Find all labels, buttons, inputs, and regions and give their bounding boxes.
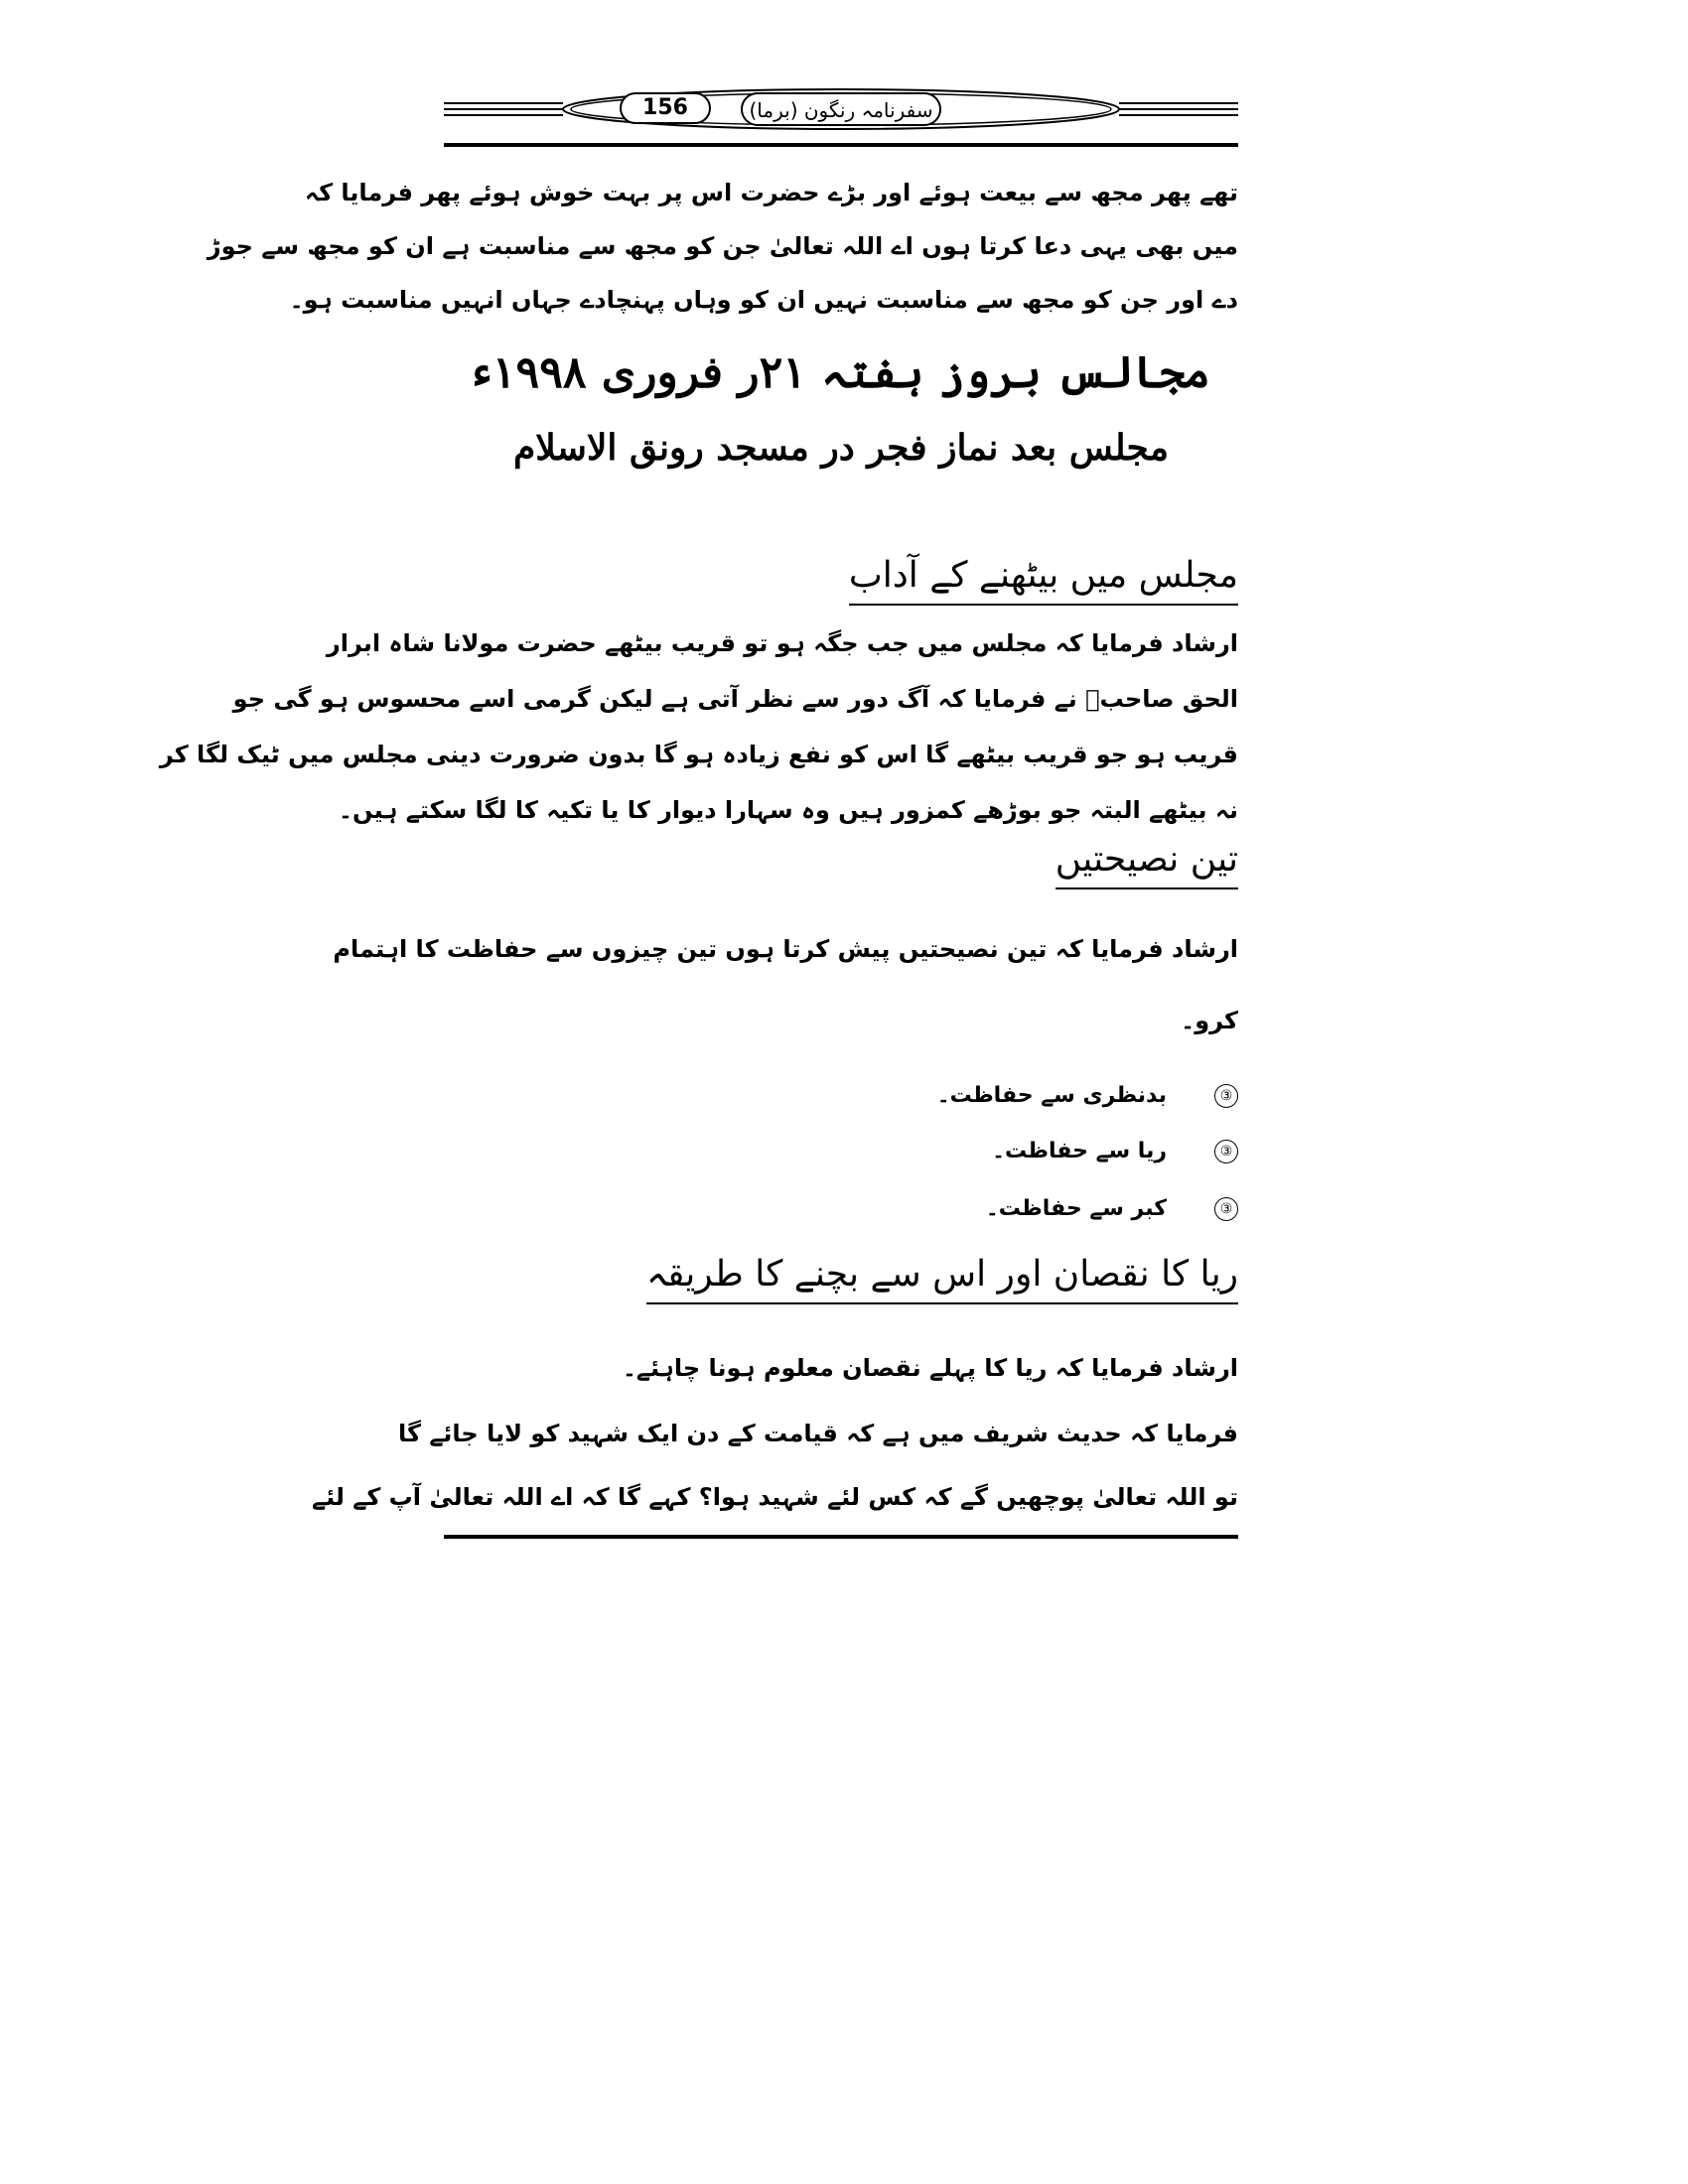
list-item: [444, 1132, 1238, 1171]
list-item: [444, 1076, 1238, 1116]
paragraph-line: قریب ہو جو قریب بیٹھے گا اس کو نفع زیادہ ہو گا بدون ضرورت دینی مجلس میں ٹیک لگا کر: [159, 741, 1238, 768]
intro-line: دے اور جن کو مجھ سے مناسبت نہیں ان کو وہاں پہنچادے جہاں انہیں مناسبت ہو۔: [289, 286, 1238, 314]
list-item-text: ریا سے حفاظت۔: [992, 1139, 1167, 1163]
intro-line: میں بھی یہی دعا کرتا ہوں اے اللہ تعالیٰ جن کو مجھ سے مناسبت ہے ان کو مجھ سے جوڑ: [207, 232, 1238, 260]
page-number: 156: [642, 95, 688, 120]
list-marker: ③: [1214, 1140, 1238, 1163]
paragraph-line: تو اللہ تعالیٰ پوچھیں گے کہ کس لئے شہید ہوا؟ کہے گا کہ اے اللہ تعالیٰ آپ کے لئے: [312, 1483, 1238, 1511]
footer-rule: [444, 1535, 1238, 1539]
intro-line: تھے پھر مجھ سے بیعت ہوئے اور بڑے حضرت اس پر بہت خوش ہوئے پھر فرمایا کہ: [305, 179, 1238, 206]
paragraph-line: فرمایا کہ حدیث شریف میں ہے کہ قیامت کے دن ایک شہید کو لایا جائے گا: [398, 1420, 1238, 1447]
paragraph-line: کرو۔: [1181, 1007, 1238, 1034]
section-heading-advice: تین نصیحتیں: [1055, 834, 1238, 889]
paragraph-line: ارشاد فرمایا کہ مجلس میں جب جگہ ہو تو قریب بیٹھے حضرت مولانا شاہ ابرار: [326, 629, 1238, 657]
header-rule: [444, 143, 1238, 147]
list-item: [444, 1189, 1238, 1229]
list-item-text: بدنظری سے حفاظت۔: [936, 1083, 1167, 1108]
page-header: [444, 87, 1238, 147]
paragraph-line: ارشاد فرمایا کہ ریا کا پہلے نقصان معلوم ہونا چاہئے۔: [622, 1354, 1238, 1382]
section-heading-riya: ریا کا نقصان اور اس سے بچنے کا طریقہ: [646, 1249, 1238, 1304]
list-marker: ③: [1214, 1197, 1238, 1221]
running-title: سفرنامہ رنگون (برما): [749, 98, 933, 122]
list-marker: ③: [1214, 1084, 1238, 1108]
paragraph-line: الحق صاحبؒ نے فرمایا کہ آگ دور سے نظر آتی ہے لیکن گرمی اسے محسوس ہو گی جو: [232, 685, 1238, 713]
majlis-title: مجالس بروز ہفتہ ۲۱ر فروری ۱۹۹۸ء: [472, 347, 1210, 398]
majlis-subtitle: مجلس بعد نماز فجر در مسجد رونق الاسلام: [512, 427, 1170, 469]
list-item-text: کبر سے حفاظت۔: [985, 1196, 1167, 1221]
paragraph-line: ارشاد فرمایا کہ تین نصیحتیں پیش کرتا ہوں تین چیزوں سے حفاظت کا اہتمام: [333, 935, 1238, 963]
book-page: [159, 87, 1238, 1537]
section-heading-etiquette: مجلس میں بیٹھنے کے آداب: [849, 550, 1238, 606]
paragraph-line: نہ بیٹھے البتہ جو بوڑھے کمزور ہیں وہ سہارا دیوار کا یا تکیہ کا لگا سکتے ہیں۔: [338, 796, 1238, 824]
